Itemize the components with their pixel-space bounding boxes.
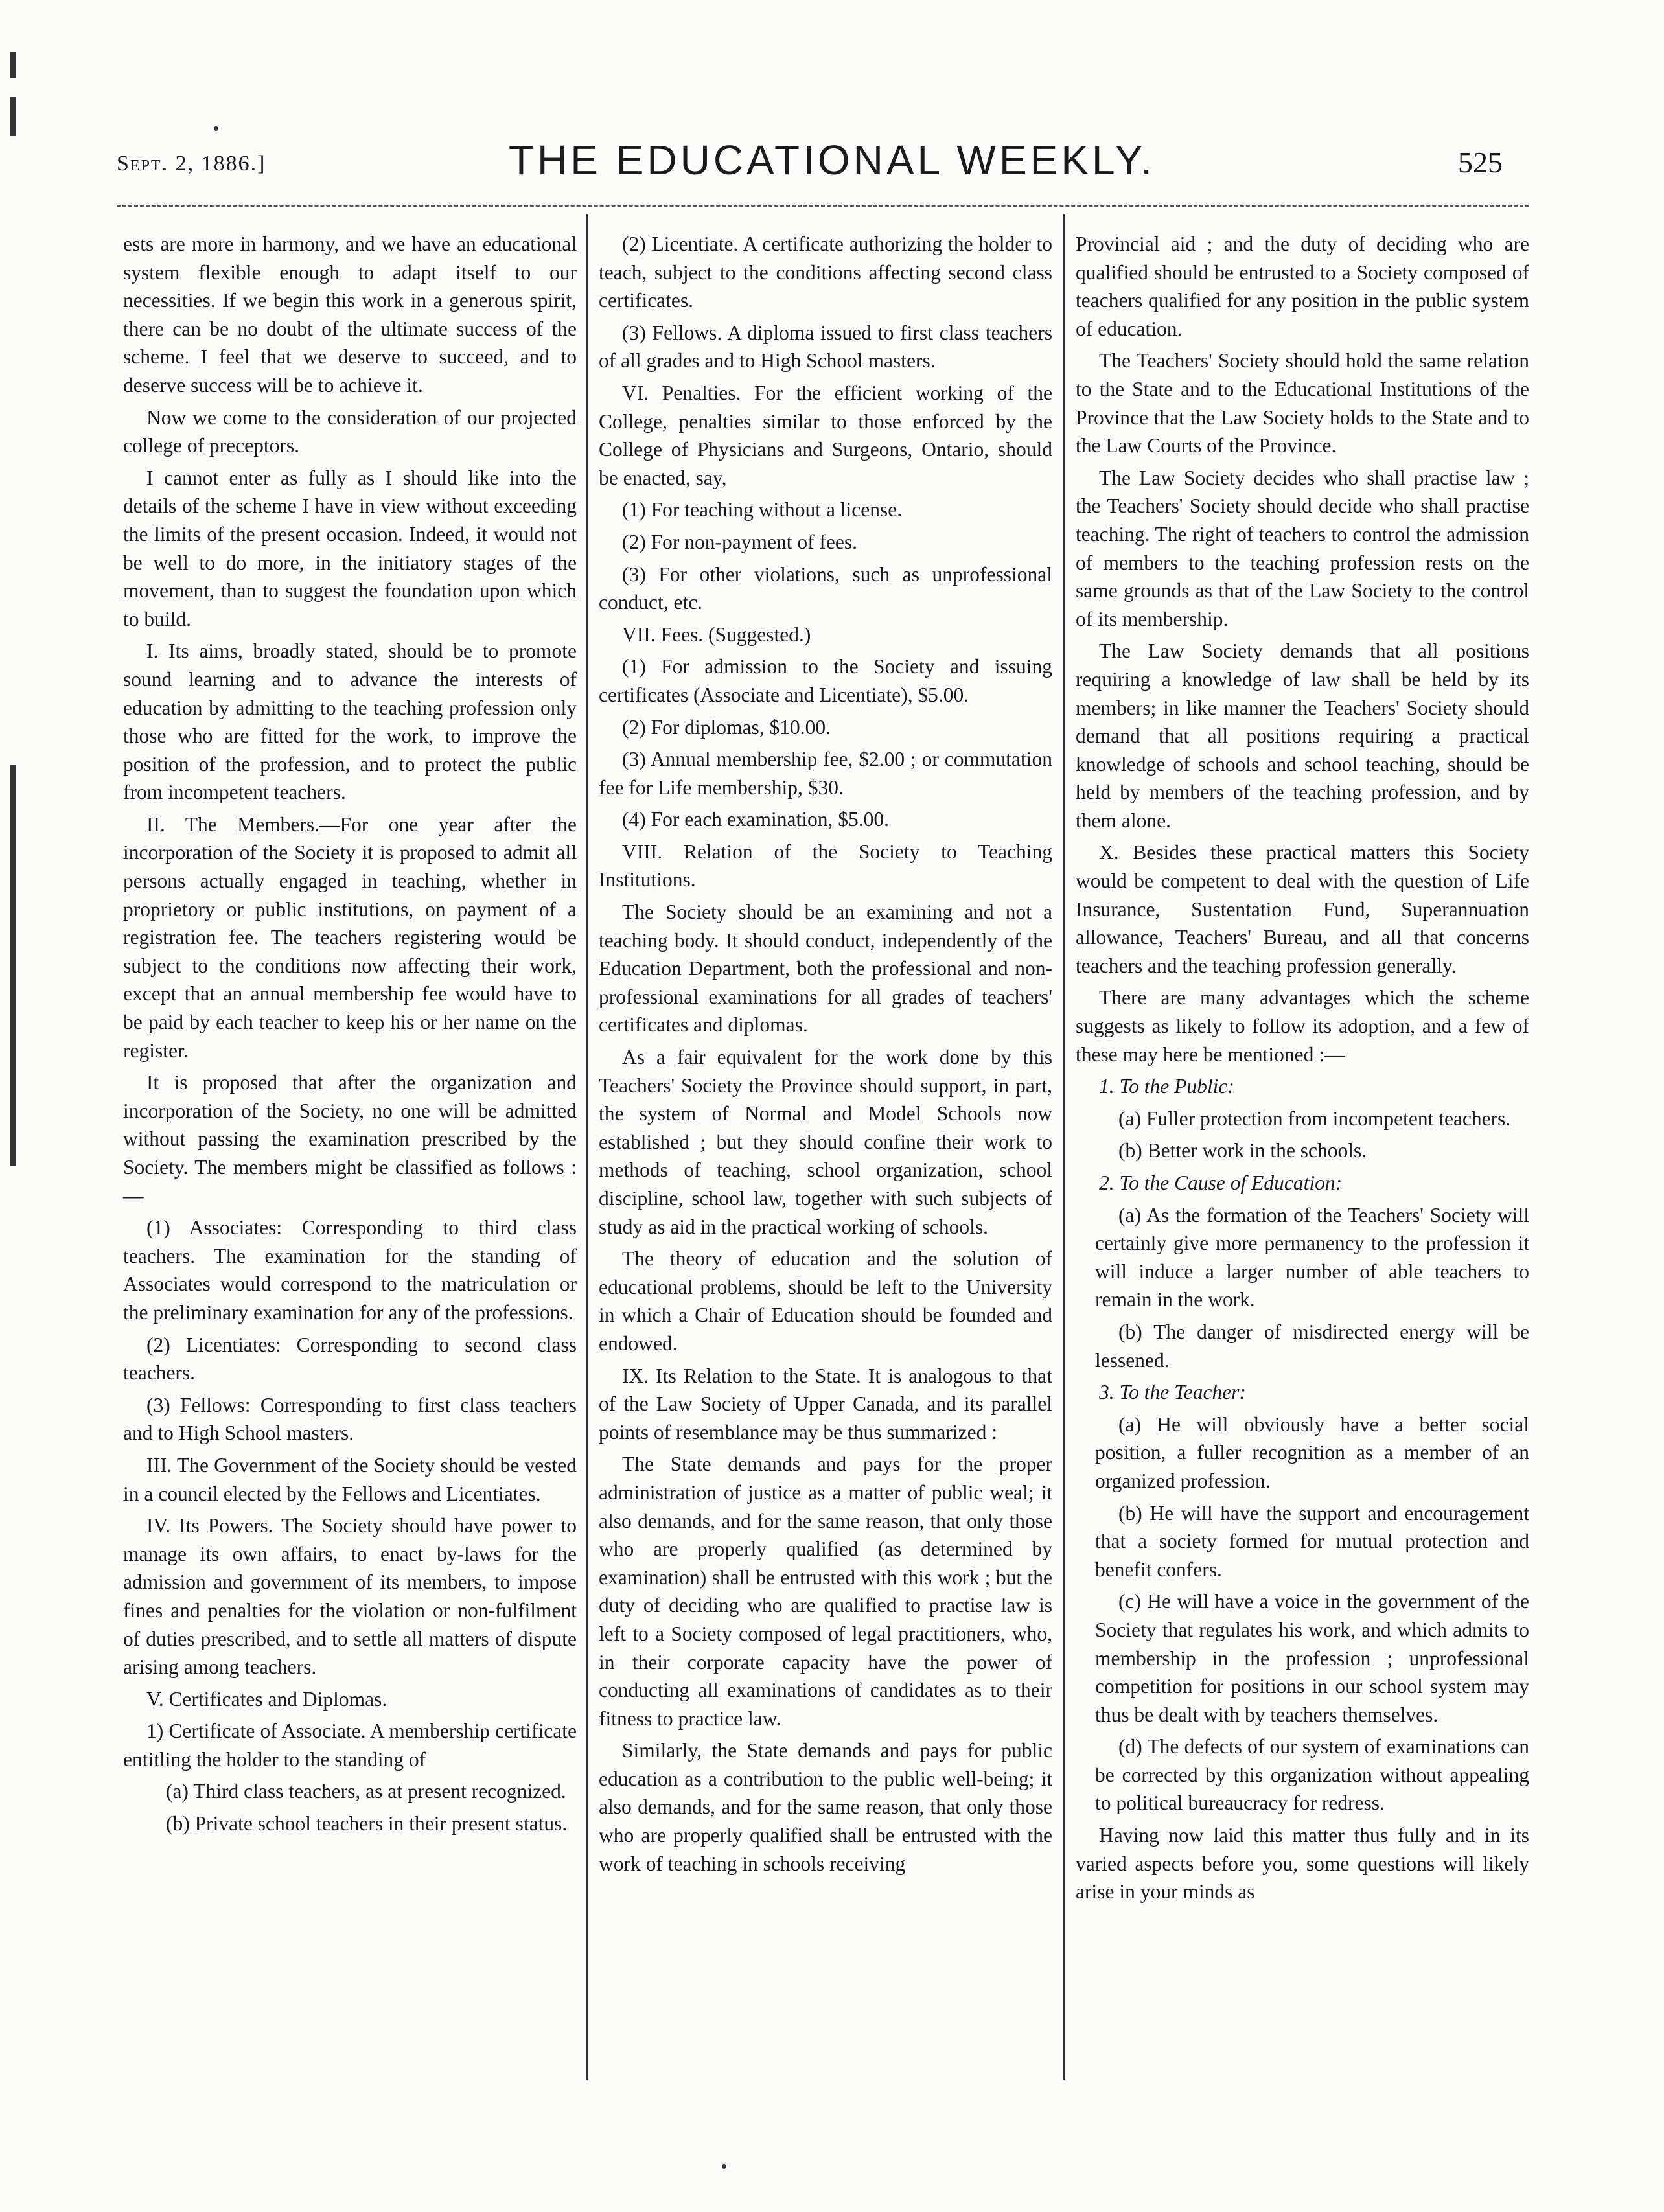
header-rule: [117, 205, 1529, 207]
paragraph: Having now laid this matter thus fully and in its varied aspects before you, some questions will likely arise in your minds as: [1076, 1824, 1529, 1904]
list-item: (a) As the formation of the Teachers' Society will certainly give more permanency to the profession it will induce a larger number of able teachers to remain in the work.: [1095, 1203, 1529, 1311]
list-item: (1) Associates: Corresponding to third class teachers. The examination for the standing of Associates would correspond to the matriculation or the preliminary examination for any of the professions.: [123, 1216, 577, 1324]
list-item: (2) For non-payment of fees.: [622, 530, 858, 553]
list-item: (b) The danger of misdirected energy will be lessened.: [1095, 1320, 1529, 1372]
section-government: III. The Government of the Society should be vested in a council elected by the Fellows and Licentiates.: [123, 1453, 577, 1505]
list-item: (3) Fellows: Corresponding to first class teachers and to High School masters.: [123, 1393, 577, 1445]
list-item: (b) He will have the support and encouragement that a society formed for mutual protection and benefit confers.: [1095, 1501, 1529, 1581]
paragraph: The State demands and pays for the proper administration of justice as a matter of public weal; it also demands, and for the same reason, that only those who are properly qualified (as determined by examination) shall be entrusted with this work ; but the duty of deciding who are qualified to practise law is left to a Society composed of legal practitioners, who, in their corporate capacity have the power of conducting all examinations of candidates as to their fitness to practice law.: [599, 1453, 1052, 1730]
list-heading: 3. To the Teacher:: [1099, 1381, 1246, 1404]
issue-date: Sept. 2, 1886.]: [117, 152, 266, 176]
section-aims: I. Its aims, broadly stated, should be to promote sound learning and to advance the interests of education by admitting to the teaching profession only those who are fitted for the work, to improve the position of the profession, and to protect the public from incompetent teachers.: [123, 639, 577, 804]
list-item: (3) Annual membership fee, $2.00 ; or commutation fee for Life membership, $30.: [599, 748, 1052, 799]
list-item: (b) Better work in the schools.: [1118, 1139, 1367, 1162]
scan-mark: [10, 97, 16, 136]
paragraph: There are many advantages which the scheme suggests as likely to follow its adoption, and a few of these may here be mentioned :—: [1076, 986, 1529, 1066]
paragraph: Provincial aid ; and the duty of deciding who are qualified should be entrusted to a Society composed of teachers qualified for any position in the public system of education.: [1076, 233, 1529, 340]
scan-mark: [10, 765, 16, 1166]
list-item: (2) Licentiates: Corresponding to second class teachers.: [123, 1333, 577, 1385]
text-column-2: [599, 230, 1052, 1882]
paragraph: The Society should be an examining and not a teaching body. It should conduct, independently of the Education Department, both the professional and non-professional examinations for all grades of teachers' certificates and diplomas.: [599, 901, 1052, 1037]
text-column-1: [123, 230, 577, 1842]
page-number: 525: [1458, 146, 1503, 179]
text-column-3: [1076, 230, 1529, 1910]
speck: [214, 126, 218, 131]
section-relation-teaching: VIII. Relation of the Society to Teaching Institutions.: [599, 840, 1052, 892]
section-relation-state: IX. Its Relation to the State. It is analogous to that of the Law Society of Upper Canada, and its parallel points of resemblance may be thus summarized :: [599, 1364, 1052, 1444]
paragraph: I cannot enter as fully as I should like into the details of the scheme I have in view without exceeding the limits of the present occasion. Indeed, it would not be well to do more, in the initiatory stages of the movement, than to suggest the foundation upon which to build.: [123, 466, 577, 630]
list-item: (d) The defects of our system of examinations can be corrected by this organization without appealing to political bureaucracy for redress.: [1095, 1735, 1529, 1815]
list-item: (a) Fuller protection from incompetent teachers.: [1118, 1107, 1511, 1130]
list-item: (1) For teaching without a license.: [622, 498, 903, 522]
section-other-matters: X. Besides these practical matters this Society would be competent to deal with the question of Life Insurance, Sustentation Fund, Superannuation allowance, Teachers' Bureau, and all that concerns teachers and the teaching profession generally.: [1076, 841, 1529, 977]
paragraph: ests are more in harmony, and we have an educational system flexible enough to adapt itself to our necessities. If we begin this work in a generous spirit, there can be no doubt of the ultimate success of the scheme. I feel that we deserve to succeed, and to deserve success will be to achieve it.: [123, 233, 577, 397]
section-certificates: V. Certificates and Diplomas.: [146, 1687, 387, 1711]
paragraph: As a fair equivalent for the work done by this Teachers' Society the Province should support, in part, the system of Normal and Model Schools now established ; but they should confine their work to methods of teaching, school organization, school discipline, school law, together with such subjects of study as aid in the practical working of schools.: [599, 1046, 1052, 1238]
page-header: [0, 136, 1664, 214]
list-item: (3) For other violations, such as unprofessional conduct, etc.: [599, 562, 1052, 614]
paragraph: Now we come to the consideration of our projected college of preceptors.: [123, 406, 577, 457]
list-heading: 1. To the Public:: [1099, 1075, 1234, 1098]
paragraph: The Law Society decides who shall practise law ; the Teachers' Society should decide who shall practise teaching. The right of teachers to control the admission of members to the teaching profession rests on the same grounds as that of the Law Society to the control of its membership.: [1076, 466, 1529, 630]
speck: [722, 2164, 726, 2169]
list-item: (a) Third class teachers, as at present recognized.: [166, 1780, 566, 1803]
section-members: II. The Members.—For one year after the incorporation of the Society it is proposed to admit all persons actually engaged in teaching, whether in proprietory or public institutions, on payment of a registration fee. The teachers registering would be subject to the conditions now affecting their work, except that an annual membership fee would have to be paid by each teacher to keep his or her name on the register.: [123, 812, 577, 1062]
list-item: (3) Fellows. A diploma issued to first class teachers of all grades and to High School masters.: [599, 321, 1052, 373]
list-item: (b) Private school teachers in their present status.: [166, 1812, 568, 1836]
list-item: (4) For each examination, $5.00.: [622, 808, 890, 831]
list-heading: 2. To the Cause of Education:: [1099, 1171, 1343, 1194]
list-item: (1) For admission to the Society and issuing certificates (Associate and Licentiate), $5.00.: [599, 655, 1052, 706]
list-item: (2) Licentiate. A certificate authorizing the holder to teach, subject to the conditions affecting second class certificates.: [599, 233, 1052, 312]
column-divider-left: [586, 214, 588, 2080]
paragraph: The theory of education and the solution of educational problems, should be left to the University in which a Chair of Education should be founded and endowed.: [599, 1247, 1052, 1355]
list-item: (a) He will obviously have a better social position, a fuller recognition as a member of an organized profession.: [1095, 1412, 1529, 1492]
paragraph: The Law Society demands that all positions requiring a knowledge of law shall be held by its members; in like manner the Teachers' Society should demand that all positions requiring a practical knowledge of schools and school teaching, should be held by members of the teaching profession, and by them alone.: [1076, 639, 1529, 832]
section-penalties: VI. Penalties. For the efficient working of the College, penalties similar to those enforced by the College of Physicians and Surgeons, Ontario, should be enacted, say,: [599, 381, 1052, 489]
paragraph: It is proposed that after the organization and incorporation of the Society, no one will be admitted without passing the examination prescribed by the Society. The members might be classified as follows :—: [123, 1071, 577, 1207]
section-fees: VII. Fees. (Suggested.): [622, 623, 811, 646]
list-item: (c) He will have a voice in the government of the Society that regulates his work, and which admits to membership in the profession ; unprofessional competition for positions in our school system may thus be dealt with by teachers themselves.: [1095, 1590, 1529, 1726]
paragraph: The Teachers' Society should hold the same relation to the State and to the Educational Institutions of the Province that the Law Society holds to the State and to the Law Courts of the Province.: [1076, 349, 1529, 457]
publication-title: THE EDUCATIONAL WEEKLY.: [508, 137, 1156, 183]
column-divider-right: [1063, 214, 1065, 2080]
section-powers: IV. Its Powers. The Society should have power to manage its own affairs, to enact by-laws for the admission and government of its members, to impose fines and penalties for the violation or non-fulfilment of duties prescribed, and to settle all matters of dispute arising among teachers.: [123, 1514, 577, 1679]
list-item: 1) Certificate of Associate. A membership certificate entitling the holder to the standing of: [123, 1720, 577, 1771]
scan-mark: [10, 52, 16, 78]
list-item: (2) For diplomas, $10.00.: [622, 715, 831, 739]
paragraph: Similarly, the State demands and pays for public education as a contribution to the public well-being; it also demands, and for the same reason, that only those who are properly qualified shall be entrusted with the work of teaching in schools receiving: [599, 1739, 1052, 1875]
